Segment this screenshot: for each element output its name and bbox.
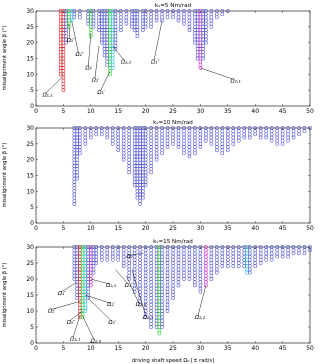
y-tick-label: 0	[30, 103, 34, 110]
x-tick-label: 5	[61, 225, 66, 232]
x-tick-label: 40	[251, 225, 260, 232]
panel-ks10	[2, 120, 314, 232]
x-tick-label: 5	[61, 108, 66, 115]
x-tick-label: 40	[251, 345, 260, 352]
x-tick-label: 30	[196, 225, 205, 232]
x-tick-label: 15	[114, 108, 123, 115]
x-tick-label: 30	[196, 108, 205, 115]
annotation-label: Ω₂,₂	[120, 59, 132, 66]
annotation-label: Ω₂″	[75, 51, 84, 58]
annotation-label: Ω₂,₄	[135, 302, 146, 309]
y-tick-label: 30	[26, 244, 34, 251]
panel-title: kₛ=5 Nm/rad	[154, 3, 192, 9]
y-tick-label: 20	[26, 39, 34, 47]
x-tick-label: 35	[223, 108, 232, 115]
annotation-label: Ω₃′	[85, 65, 93, 72]
annotation-label: Ω₁′	[124, 283, 133, 289]
x-tick-label: 10	[86, 225, 95, 232]
y-tick-label: 0	[30, 220, 34, 227]
y-tick-label: 15	[26, 172, 34, 180]
y-tick-label: 10	[26, 71, 34, 79]
annotation-label: Ω₂′	[107, 302, 115, 309]
x-tick-label: 50	[306, 225, 314, 232]
x-tick-label: 35	[223, 345, 232, 352]
panel-title: kₛ=10 Nm/rad	[153, 120, 193, 126]
x-tick-label: 5	[61, 345, 66, 352]
y-tick-label: 15	[26, 292, 34, 299]
annotation-label: Ω₂,₃	[142, 315, 154, 321]
annotation-label: Ω₁″	[151, 59, 160, 66]
y-axis-label: misalignment angle β (°)	[2, 262, 8, 328]
x-tick-label: 25	[169, 225, 177, 232]
annotation-label: Ω₂″	[48, 308, 57, 315]
x-tick-label: 30	[196, 345, 205, 352]
y-tick-label: 5	[30, 204, 34, 212]
x-tick-label: 35	[223, 225, 232, 232]
annotation-label: Ω₁′	[97, 89, 105, 96]
y-tick-label: 30	[26, 8, 34, 15]
annotation-label: Ω₃″	[66, 319, 75, 326]
annotation-label: Ω₂	[126, 254, 133, 261]
x-tick-label: 0	[34, 225, 38, 232]
panel-title: kₛ=15 Nm/rad	[153, 239, 193, 245]
y-tick-label: 5	[30, 87, 34, 95]
annotation-label: Ω₂,₅	[106, 283, 117, 289]
x-tick-label: 25	[169, 108, 177, 115]
x-tick-label: 20	[141, 345, 150, 352]
plot-frame	[36, 11, 310, 106]
annotation-label: Ω₁,₁	[42, 92, 53, 99]
x-tick-label: 20	[141, 225, 150, 232]
annotation-label: Ω₂′	[91, 77, 100, 84]
y-tick-label: 20	[26, 276, 34, 283]
annotation-label: Ω₃″	[66, 38, 75, 45]
x-tick-label: 15	[114, 345, 123, 352]
annotation-label: Ω₂,₂	[194, 315, 206, 321]
y-tick-label: 30	[26, 125, 34, 132]
x-tick-label: 45	[278, 108, 287, 115]
x-tick-label: 10	[86, 108, 95, 115]
annotation-label: Ω₂,₁	[230, 78, 241, 85]
panel-ks5	[2, 3, 314, 115]
y-tick-label: 25	[26, 260, 34, 267]
y-axis-label: misalignment angle β (°)	[2, 142, 8, 208]
x-tick-label: 0	[34, 345, 38, 352]
y-tick-label: 25	[26, 23, 34, 31]
y-tick-label: 25	[26, 140, 34, 148]
y-tick-label: 10	[26, 188, 34, 196]
annotation-label: Ω₂,₆	[90, 338, 101, 345]
y-tick-label: 5	[30, 324, 34, 331]
y-tick-label: 10	[26, 308, 34, 315]
x-tick-label: 15	[114, 225, 123, 232]
x-tick-label: 50	[306, 345, 314, 352]
x-tick-label: 50	[306, 108, 314, 115]
x-tick-label: 45	[278, 345, 287, 352]
x-tick-label: 45	[278, 225, 287, 232]
x-tick-label: 25	[169, 345, 177, 352]
y-axis-label: misalignment angle β (°)	[2, 25, 8, 91]
annotation-label: Ω₁,₁	[69, 336, 81, 343]
x-tick-label: 0	[34, 108, 38, 115]
x-axis-label: driving shaft speed Ω₀ [± rad/s]	[131, 358, 215, 364]
annotation-label: Ω₃′	[108, 319, 116, 326]
x-tick-label: 40	[251, 108, 260, 115]
annotation-label: Ω₁″	[57, 291, 67, 297]
y-tick-label: 20	[26, 156, 34, 164]
y-tick-label: 0	[30, 340, 34, 347]
x-tick-label: 20	[141, 108, 150, 115]
y-tick-label: 15	[26, 55, 34, 63]
x-tick-label: 10	[86, 345, 95, 352]
